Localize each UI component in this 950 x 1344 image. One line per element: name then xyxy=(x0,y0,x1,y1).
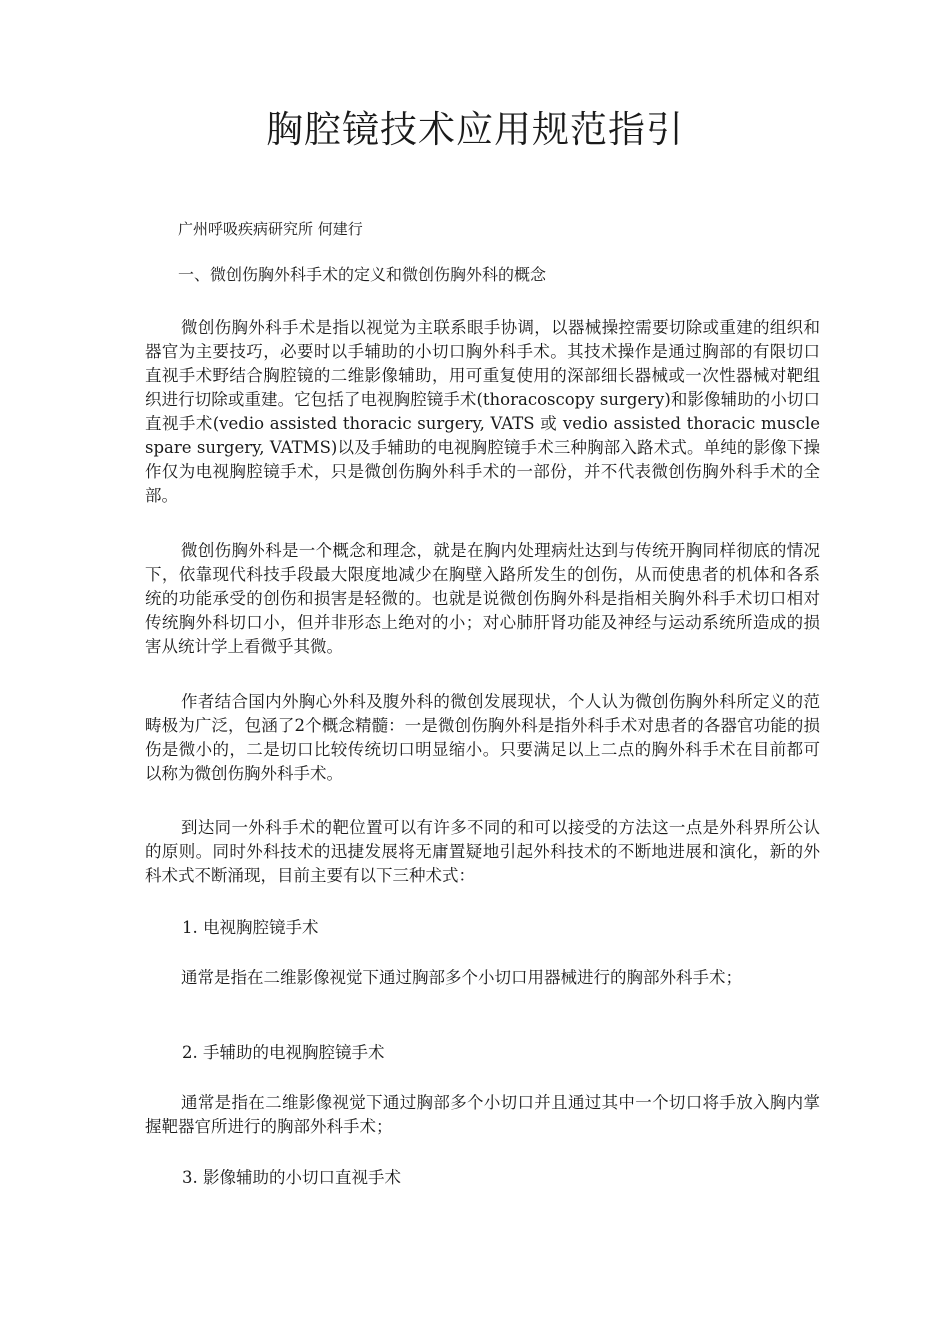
author-line: 广州呼吸疾病研究所 何建行 xyxy=(178,220,363,238)
item-text-2: 通常是指在二维影像视觉下通过胸部多个小切口并且通过其中一个切口将手放入胸内掌握靶器官所进行的胸部外科手术； xyxy=(145,1093,820,1136)
section-heading: 一、微创伤胸外科手术的定义和微创伤胸外科的概念 xyxy=(178,265,547,284)
item-text-1: 通常是指在二维影像视觉下通过胸部多个小切口用器械进行的胸部外科手术； xyxy=(181,968,742,987)
paragraph-methods: 到达同一外科手术的靶位置可以有许多不同的和可以接受的方法这一点是外科界所公认的原则。同时外科技术的迅捷发展将无庸置疑地引起外科技术的不断地进展和演化，新的外科术式不断涌现，目前主要有以下三种术式： xyxy=(145,818,820,885)
document-title: 胸腔镜技术应用规范指引 xyxy=(266,108,684,151)
item-heading-2: 2. 手辅助的电视胸腔镜手术 xyxy=(182,1043,385,1062)
paragraph-author-view: 作者结合国内外胸心外科及腹外科的微创发展现状，个人认为微创伤胸外科所定义的范畴极为广泛，包涵了2个概念精髓：一是微创伤胸外科是指外科手术对患者的各器官功能的损伤是微小的，二是切口比较传统切口明显缩小。只要满足以上二点的胸外科手术在目前都可以称为微创伤胸外科手术。 xyxy=(145,692,820,783)
item-heading-3: 3. 影像辅助的小切口直视手术 xyxy=(182,1168,401,1187)
item-heading-1: 1. 电视胸腔镜手术 xyxy=(182,918,319,937)
paragraph-concept: 微创伤胸外科是一个概念和理念，就是在胸内处理病灶达到与传统开胸同样彻底的情况下，依靠现代科技手段最大限度地减少在胸壁入路所发生的创伤，从而使患者的机体和各系统的功能承受的创伤和损害是轻微的。也就是说微创伤胸外科是指相关胸外科手术切口相对传统胸外科切口小，但并非形态上绝对的小；对心肺肝肾功能及神经与运动系统所造成的损害从统计学上看微乎其微。 xyxy=(145,541,820,656)
paragraph-definition: 微创伤胸外科手术是指以视觉为主联系眼手协调，以器械操控需要切除或重建的组织和器官为主要技巧，必要时以手辅助的小切口胸外科手术。其技术操作是通过胸部的有限切口直视手术野结合胸腔镜的二维影像辅助，用可重复使用的深部细长器械或一次性器械对靶组织进行切除或重建。它包括了电视胸腔镜手术(thoracoscopy surgery)和影像辅助的小切口直视手术(vedio assisted thoracic surgery, VATS 或 vedio assisted thoracic muscle spare surgery, VATMS)以及手辅助的电视胸腔镜手术三种胸部入路术式。单纯的影像下操作仅为电视胸腔镜手术，只是微创伤胸外科手术的一部份，并不代表微创伤胸外科手术的全部。 xyxy=(145,318,820,505)
